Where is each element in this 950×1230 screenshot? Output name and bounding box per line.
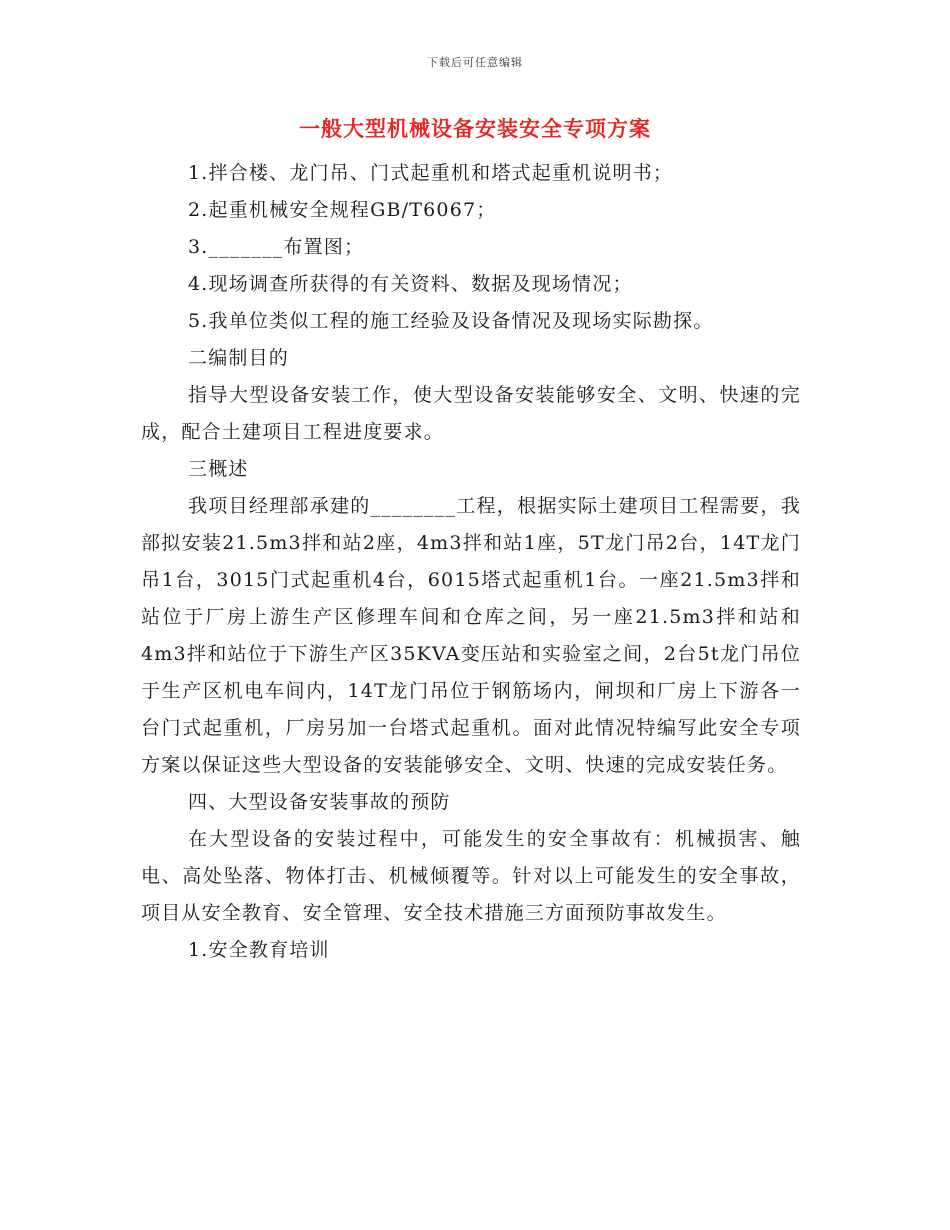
subsection-heading-training: 1.安全教育培训 xyxy=(188,939,330,961)
reference-item-2: 2.起重机械安全规程GB/T6067； xyxy=(188,199,497,221)
reference-item-3: 3._______布置图； xyxy=(188,236,365,258)
section-heading-purpose: 二编制目的 xyxy=(188,347,290,369)
document-body xyxy=(141,155,801,969)
header-note: 下载后可任意编辑 xyxy=(427,56,523,69)
document-title: 一般大型机械设备安装安全专项方案 xyxy=(299,117,651,141)
reference-item-5: 5.我单位类似工程的施工经验及设备情况及现场实际勘探。 xyxy=(188,310,714,332)
prevention-paragraph: 在大型设备的安装过程中，可能发生的安全事故有：机械损害、触电、高处坠落、物体打击、机械倾覆等。针对以上可能发生的安全事故，项目从安全教育、安全管理、安全技术措施三方面预防事故发生。 xyxy=(141,828,801,924)
purpose-paragraph: 指导大型设备安装工作，使大型设备安装能够安全、文明、快速的完成，配合土建项目工程进度要求。 xyxy=(141,384,801,443)
section-heading-prevention: 四、大型设备安装事故的预防 xyxy=(188,791,451,813)
overview-paragraph: 我项目经理部承建的________工程，根据实际土建项目工程需要，我部拟安装21.5m3拌和站2座，4m3拌和站1座，5T龙门吊2台，14T龙门吊1台，3015门式起重机4台，6015塔式起重机1台。一座21.5m3拌和站位于厂房上游生产区修理车间和仓库之间，另一座21.5m3拌和站和4m3拌和站位于下游生产区35KVA变压站和实验室之间，2台5t龙门吊位于生产区机电车间内，14T龙门吊位于钢筋场内，闸坝和厂房上下游各一台门式起重机，厂房另加一台塔式起重机。面对此情况特编写此安全专项方案以保证这些大型设备的安装能够安全、文明、快速的完成安装任务。 xyxy=(141,495,801,776)
reference-item-4: 4.现场调查所获得的有关资料、数据及现场情况； xyxy=(188,273,633,295)
section-heading-overview: 三概述 xyxy=(188,458,249,480)
reference-item-1: 1.拌合楼、龙门吊、门式起重机和塔式起重机说明书； xyxy=(188,162,674,184)
